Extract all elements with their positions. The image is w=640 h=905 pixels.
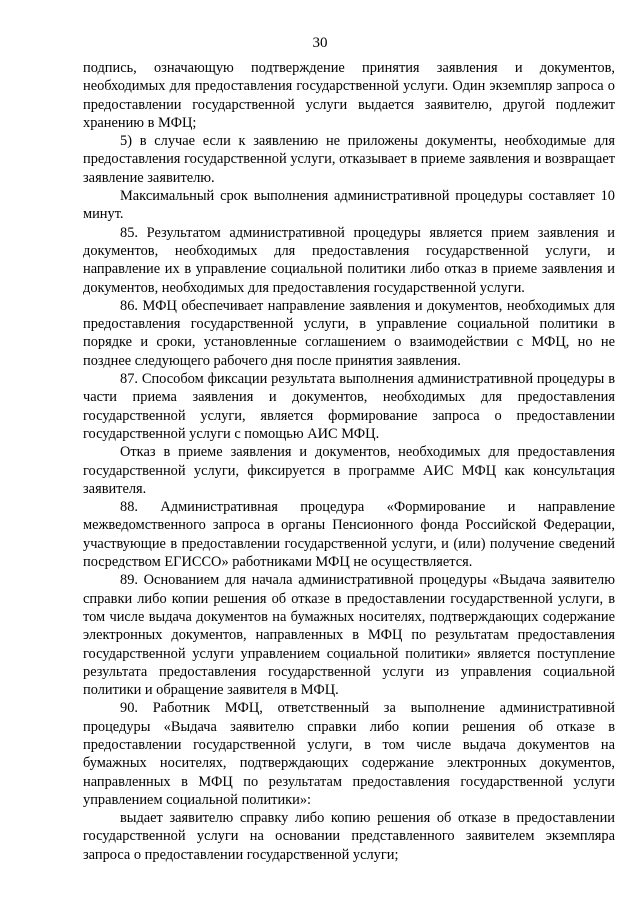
page-number: 30 bbox=[312, 35, 328, 51]
paragraph-89: 89. Основанием для начала административной процедуры «Выдача заявителю справки либо копии решения об отказе в предоставлении государственной услуги, в том числе выдача документов на бумажных носителях, подтверждающих содержание электронных документов, направленных в МФЦ по результатам предоставления государственной услуги управлением социальной политики» является поступление результата предоставления государственной услуги из управления социальной политики и обращение заявителя в МФЦ. bbox=[83, 572, 615, 699]
paragraph-87: 87. Способом фиксации результата выполнения административной процедуры в части приема заявления и документов, необходимых для предоставления государственной услуги, является формирование запроса о предоставлении государственной услуги с помощью АИС МФЦ. bbox=[83, 371, 615, 442]
paragraph-90: 90. Работник МФЦ, ответственный за выполнение административной процедуры «Выдача заявителю справки либо копии решения об отказе в предоставлении государственной услуги, в том числе выдача документов на бумажных носителях, подтверждающих содержание электронных документов, направленных в МФЦ по результатам предоставления государственной услуги управлением социальной политики»: bbox=[83, 700, 615, 808]
paragraph-88: 88. Административная процедура «Формирование и направление межведомственного запроса в органы Пенсионного фонда Российской Федерации, участвующие в предоставлении государственной услуги, и (или) получение сведений посредством ЕГИССО» работниками МФЦ не осуществляется. bbox=[83, 499, 615, 571]
paragraph-issues-certificate: выдает заявителю справку либо копию решения об отказе в предоставлении государственной услуги на основании представленного заявителем экземпляра запроса о предоставлении государственной услуги; bbox=[83, 810, 615, 863]
paragraph-max-time: Максимальный срок выполнения административной процедуры составляет 10 минут. bbox=[83, 188, 615, 223]
paragraph-refusal: Отказ в приеме заявления и документов, необходимых для предоставления государственной услуги, фиксируется в программе АИС МФЦ как консультация заявителя. bbox=[83, 444, 615, 497]
document-body bbox=[83, 59, 615, 864]
paragraph-86: 86. МФЦ обеспечивает направление заявления и документов, необходимых для предоставления государственной услуги, в управление социальной политики в порядке и сроки, установленные соглашением о взаимодействии с МФЦ, но не позднее следующего рабочего дня после принятия заявления. bbox=[83, 297, 615, 369]
paragraph-continued: подпись, означающую подтверждение принятия заявления и документов, необходимых для предоставления государственной услуги. Один экземпляр запроса о предоставлении государственной услуги выдается заявителю, другой подлежит хранению в МФЦ; bbox=[83, 60, 615, 131]
paragraph-item-5: 5) в случае если к заявлению не приложены документы, необходимые для предоставления государственной услуги, отказывает в приеме заявления и возвращает заявление заявителю. bbox=[83, 133, 615, 186]
paragraph-85: 85. Результатом административной процедуры является прием заявления и документов, необходимых для предоставления государственной услуги, и направление их в управление социальной политики либо отказ в приеме заявления и документов, необходимых для предоставления государственной услуги. bbox=[83, 224, 615, 296]
